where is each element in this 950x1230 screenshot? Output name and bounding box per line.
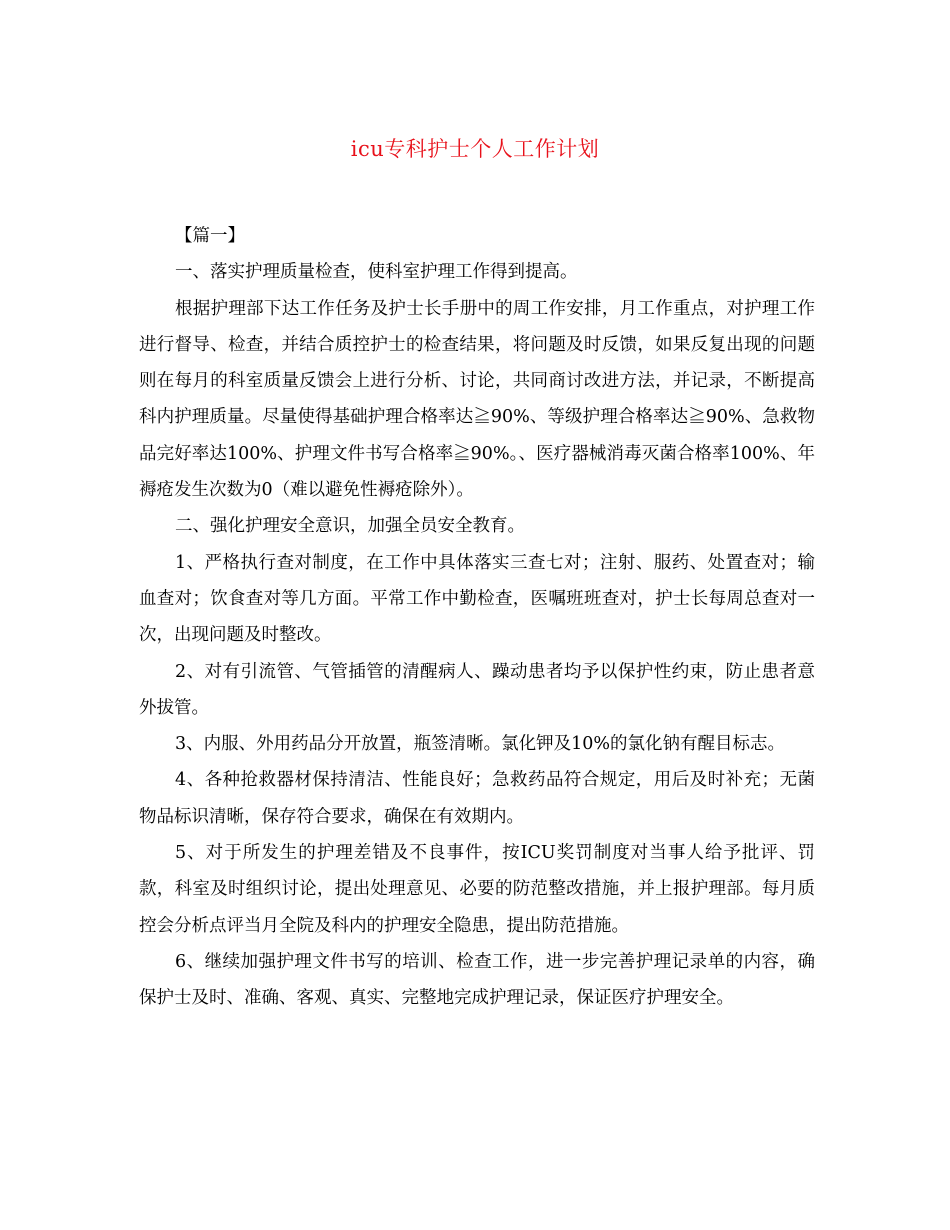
paragraph-9: 6、继续加强护理文件书写的培训、检查工作，进一步完善护理记录单的内容，确保护士及时、准确、客观、真实、完整地完成护理记录，保证医疗护理安全。: [139, 951, 815, 1009]
document-body: [139, 218, 815, 1017]
paragraph-6: 3、内服、外用药品分开放置，瓶签清晰。氯化钾及10%的氯化钠有醒目标志。: [175, 734, 786, 755]
document-title: icu专科护士个人工作计划: [350, 137, 600, 161]
paragraph-5: 2、对有引流管、气管插管的清醒病人、躁动患者均予以保护性约束，防止患者意外拔管。: [139, 661, 815, 718]
paragraph-3: 二、强化护理安全意识，加强全员安全教育。: [175, 516, 525, 537]
paragraph-8: 5、对于所发生的护理差错及不良事件，按ICU奖罚制度对当事人给予批评、罚款，科室及时组织讨论，提出处理意见、必要的防范整改措施，并上报护理部。每月质控会分析点评当月全院及科内的护理安全隐患，提出防范措施。: [139, 843, 815, 936]
paragraph-2: 根据护理部下达工作任务及护士长手册中的周工作安排，月工作重点，对护理工作进行督导、检查，并结合质控护士的检查结果，将问题及时反馈，如果反复出现的问题则在每月的科室质量反馈会上进行分析、讨论，共同商讨改进方法，并记录，不断提高科内护理质量。尽量使得基础护理合格率达≧90%、等级护理合格率达≧90%、急救物品完好率达100%、护理文件书写合格率≧90%。、医疗器械消毒灭菌合格率100%、年褥疮发生次数为0（难以避免性褥疮除外）。: [139, 298, 815, 501]
paragraph-7: 4、各种抢救器材保持清洁、性能良好；急救药品符合规定，用后及时补充；无菌物品标识清晰，保存符合要求，确保在有效期内。: [139, 770, 815, 827]
section-label: 【篇一】: [175, 226, 245, 246]
paragraph-1: 一、落实护理质量检查，使科室护理工作得到提高。: [175, 262, 578, 283]
paragraph-4: 1、严格执行查对制度，在工作中具体落实三查七对；注射、服药、处置查对；输血查对；饮食查对等几方面。平常工作中勤检查，医嘱班班查对，护士长每周总查对一次，出现问题及时整改。: [139, 552, 815, 646]
